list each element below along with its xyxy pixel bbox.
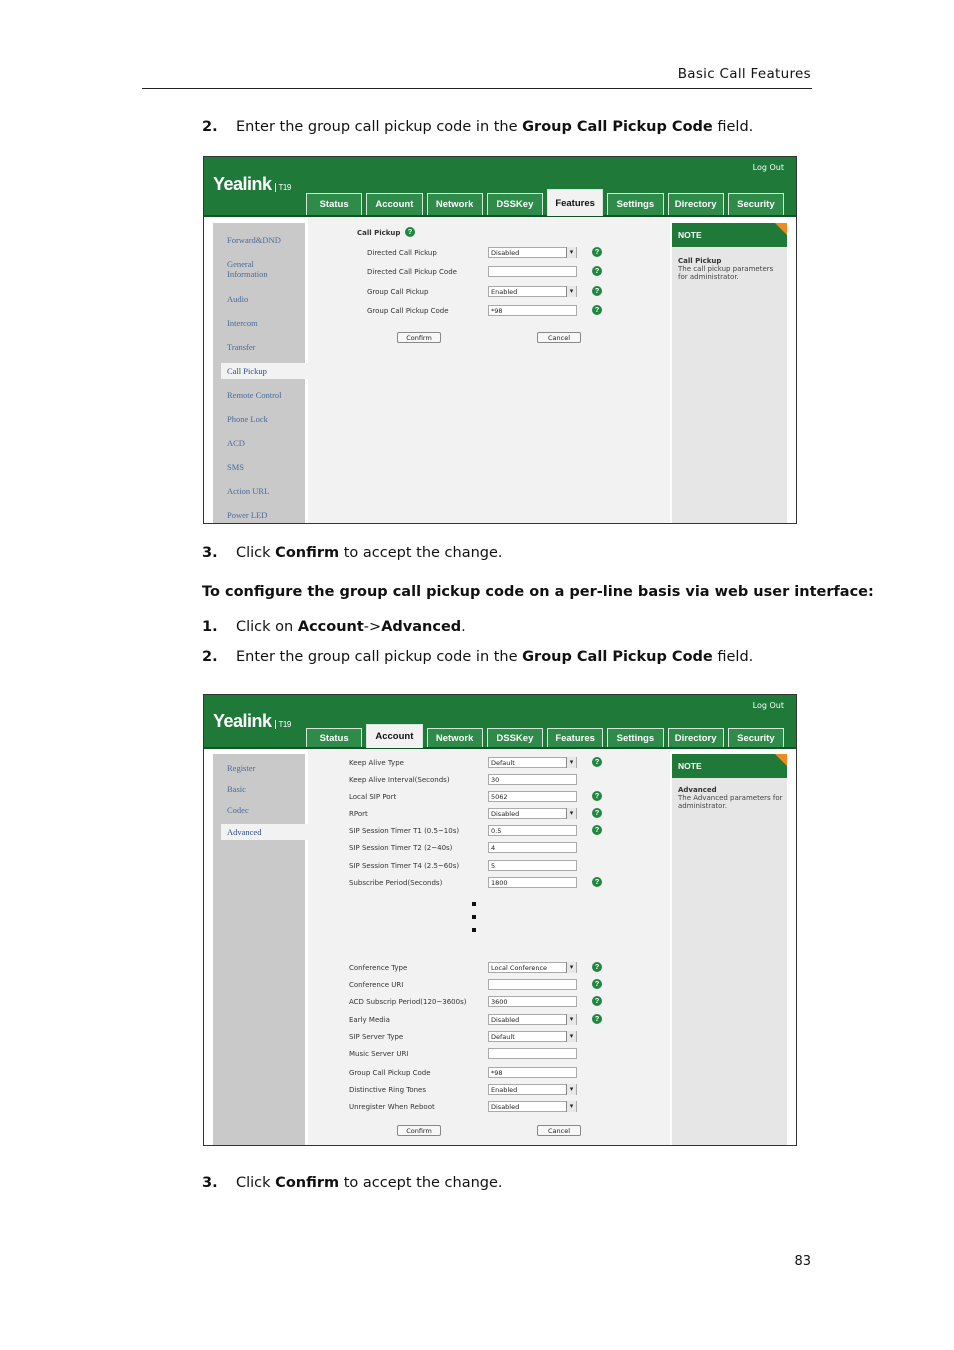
help-icon[interactable]: ? (405, 227, 415, 237)
step-number: 3. (202, 545, 218, 561)
yealink-logo: Yealink T19 (213, 711, 291, 731)
note-header: NOTE (672, 223, 787, 247)
sip-session-timer-t2-label: SIP Session Timer T2 (2~40s) (349, 844, 453, 852)
sidebar-item-acd[interactable]: ACD (227, 438, 245, 448)
screenshot-account-advanced (203, 694, 797, 1146)
group-call-pickup-select[interactable]: Enabled ▾ (488, 286, 577, 297)
directed-call-pickup-select[interactable]: Disabled ▾ (488, 247, 577, 258)
step-click-confirm-2 (202, 1175, 503, 1191)
sip-session-timer-t2-input[interactable]: 4 (488, 842, 577, 853)
rport-select[interactable]: Disabled ▾ (488, 808, 577, 819)
keep-alive-interval-label: Keep Alive Interval(Seconds) (349, 776, 450, 784)
sidebar-item-power-led[interactable]: Power LED (227, 510, 268, 520)
top-bar (204, 695, 796, 749)
directed-call-pickup-label: Directed Call Pickup (367, 249, 437, 257)
confirm-button[interactable]: Confirm (397, 332, 441, 343)
step-click-account-advanced (202, 619, 466, 635)
note-panel (672, 223, 787, 523)
screenshot-features-call-pickup (203, 156, 797, 524)
step-text-end: field. (712, 649, 754, 665)
sidebar-item-advanced[interactable]: Advanced (221, 824, 311, 840)
step-number: 2. (202, 649, 218, 665)
step-text: Enter the group call pickup code in the (236, 649, 523, 665)
note-text: The Advanced parameters for administrator. (678, 794, 783, 810)
sidebar-item-remote-control[interactable]: Remote Control (227, 390, 282, 400)
note-text: The call pickup parameters for administrator. (678, 265, 774, 281)
tab-settings[interactable]: Settings (607, 193, 663, 215)
acd-subscrip-period-input[interactable]: 3600 (488, 996, 577, 1007)
step-enter-code-2 (202, 649, 753, 665)
early-media-label: Early Media (349, 1016, 390, 1024)
unregister-when-reboot-select[interactable]: Disabled ▾ (488, 1101, 577, 1112)
sidebar (213, 754, 305, 1145)
note-corner-icon (775, 754, 787, 766)
conference-uri-label: Conference URI (349, 981, 404, 989)
tab-account[interactable]: Account (366, 724, 422, 748)
tab-settings[interactable]: Settings (607, 728, 663, 747)
sidebar-item-transfer[interactable]: Transfer (227, 342, 256, 352)
sidebar-item-general-information[interactable]: General Information (227, 259, 268, 279)
group-call-pickup-code-label: Group Call Pickup Code (367, 307, 449, 315)
step-text-end: field. (712, 119, 754, 135)
music-server-uri-label: Music Server URI (349, 1050, 409, 1058)
help-icon[interactable]: ? (592, 757, 602, 767)
tab-dsskey[interactable]: DSSKey (487, 193, 543, 215)
logout-link[interactable]: Log Out (752, 163, 784, 172)
sidebar-item-codec[interactable]: Codec (227, 805, 249, 815)
help-icon[interactable]: ? (592, 877, 602, 887)
sip-session-timer-t4-label: SIP Session Timer T4 (2.5~60s) (349, 862, 460, 870)
sidebar-item-sms[interactable]: SMS (227, 462, 245, 472)
sidebar-item-intercom[interactable]: Intercom (227, 318, 258, 328)
sip-session-timer-t4-input[interactable]: 5 (488, 860, 577, 871)
step-bold: Group Call Pickup Code (522, 119, 713, 135)
tab-directory[interactable]: Directory (668, 728, 724, 747)
sidebar (213, 223, 305, 523)
early-media-select[interactable]: Disabled ▾ (488, 1014, 577, 1025)
note-title: Advanced (678, 786, 717, 794)
conference-uri-input[interactable] (488, 979, 577, 990)
directed-call-pickup-code-input[interactable] (488, 266, 577, 277)
help-icon[interactable]: ? (592, 305, 602, 315)
tab-security[interactable]: Security (728, 193, 784, 215)
group-call-pickup-code-input[interactable]: *98 (488, 305, 577, 316)
sidebar-item-basic[interactable]: Basic (227, 784, 246, 794)
step-text-end: to accept the change. (339, 545, 503, 561)
step-arrow: -> (363, 619, 382, 635)
step-number: 2. (202, 119, 218, 135)
rport-label: RPort (349, 810, 368, 818)
sip-server-type-label: SIP Server Type (349, 1033, 404, 1041)
local-sip-port-input[interactable]: 5062 (488, 791, 577, 802)
tab-features[interactable]: Features (547, 728, 603, 747)
main-tabs (306, 728, 784, 747)
help-icon[interactable]: ? (592, 996, 602, 1006)
section-title: Call Pickup (357, 229, 401, 237)
help-icon[interactable]: ? (592, 1014, 602, 1024)
step-enter-code-1 (202, 119, 753, 135)
step-bold: Group Call Pickup Code (522, 649, 713, 665)
step-number: 1. (202, 619, 218, 635)
sidebar-item-phone-lock[interactable]: Phone Lock (227, 414, 268, 424)
directed-call-pickup-code-label: Directed Call Pickup Code (367, 268, 457, 276)
step-text: Click (236, 545, 276, 561)
top-bar (204, 157, 796, 217)
note-panel (672, 754, 787, 1145)
unregister-when-reboot-label: Unregister When Reboot (349, 1103, 435, 1111)
step-bold: Account (297, 619, 364, 635)
conference-type-select[interactable]: Local Conference ▾ (488, 962, 577, 973)
step-number: 3. (202, 1175, 218, 1191)
tab-directory[interactable]: Directory (668, 193, 724, 215)
sip-session-timer-t1-label: SIP Session Timer T1 (0.5~10s) (349, 827, 460, 835)
note-header: NOTE (672, 754, 787, 778)
sip-session-timer-t1-input[interactable]: 0.5 (488, 825, 577, 836)
conference-type-label: Conference Type (349, 964, 408, 972)
tab-network[interactable]: Network (427, 728, 483, 747)
help-icon[interactable]: ? (592, 791, 602, 801)
acd-subscrip-period-label: ACD Subscrip Period(120~3600s) (349, 998, 467, 1006)
tab-status[interactable]: Status (306, 728, 362, 747)
help-icon[interactable]: ? (592, 808, 602, 818)
step-text: Enter the group call pickup code in the (236, 119, 523, 135)
note-title: Call Pickup (678, 257, 722, 265)
distinctive-ring-tones-select[interactable]: Enabled ▾ (488, 1084, 577, 1095)
cancel-button[interactable]: Cancel (537, 332, 581, 343)
step-bold-2: Advanced (381, 619, 462, 635)
sidebar-item-forward-dnd[interactable]: Forward&DND (227, 235, 281, 245)
running-header: Basic Call Features (677, 66, 811, 82)
help-icon[interactable]: ? (592, 286, 602, 296)
logout-link[interactable]: Log Out (752, 701, 784, 710)
tab-security[interactable]: Security (728, 728, 784, 747)
step-bold: Confirm (275, 545, 340, 561)
call-pickup-form (308, 217, 670, 523)
help-icon[interactable]: ? (592, 266, 602, 276)
local-sip-port-label: Local SIP Port (349, 793, 397, 801)
help-icon[interactable]: ? (592, 825, 602, 835)
music-server-uri-input[interactable] (488, 1048, 577, 1059)
tab-dsskey[interactable]: DSSKey (487, 728, 543, 747)
note-corner-icon (775, 223, 787, 235)
subscribe-period-input[interactable]: 1800 (488, 877, 577, 888)
page-number: 83 (794, 1254, 811, 1269)
group-call-pickup-code-input[interactable]: *98 (488, 1067, 577, 1078)
ellipsis-vertical-icon (472, 902, 476, 941)
keep-alive-interval-input[interactable]: 30 (488, 774, 577, 785)
keep-alive-type-select[interactable]: Default ▾ (488, 757, 577, 768)
main-tabs (306, 193, 784, 215)
tab-account[interactable]: Account (366, 193, 422, 215)
advanced-form (308, 749, 670, 1145)
subscribe-period-label: Subscribe Period(Seconds) (349, 879, 443, 887)
step-click-confirm-1 (202, 545, 503, 561)
tab-network[interactable]: Network (427, 193, 483, 215)
help-icon[interactable]: ? (592, 247, 602, 257)
distinctive-ring-tones-label: Distinctive Ring Tones (349, 1086, 426, 1094)
help-icon[interactable]: ? (592, 979, 602, 989)
step-text-end: . (461, 619, 466, 635)
header-rule (142, 88, 812, 89)
group-call-pickup-label: Group Call Pickup (367, 288, 429, 296)
sip-server-type-select[interactable]: Default ▾ (488, 1031, 577, 1042)
step-bold: Confirm (275, 1175, 340, 1191)
confirm-button[interactable]: Confirm (397, 1125, 441, 1136)
step-text: Click on (236, 619, 298, 635)
cancel-button[interactable]: Cancel (537, 1125, 581, 1136)
group-call-pickup-code-label: Group Call Pickup Code (349, 1069, 431, 1077)
sidebar-item-call-pickup[interactable]: Call Pickup (221, 363, 311, 379)
step-text: Click (236, 1175, 276, 1191)
sidebar-item-action-url[interactable]: Action URL (227, 486, 270, 496)
section-heading: To configure the group call pickup code on a per-line basis via web user interface: (202, 584, 874, 600)
yealink-logo: Yealink T19 (213, 174, 291, 194)
help-icon[interactable]: ? (592, 962, 602, 972)
tab-status[interactable]: Status (306, 193, 362, 215)
sidebar-item-audio[interactable]: Audio (227, 294, 249, 304)
sidebar-item-register[interactable]: Register (227, 763, 256, 773)
tab-features[interactable]: Features (547, 189, 603, 216)
step-text-end: to accept the change. (339, 1175, 503, 1191)
keep-alive-type-label: Keep Alive Type (349, 759, 404, 767)
